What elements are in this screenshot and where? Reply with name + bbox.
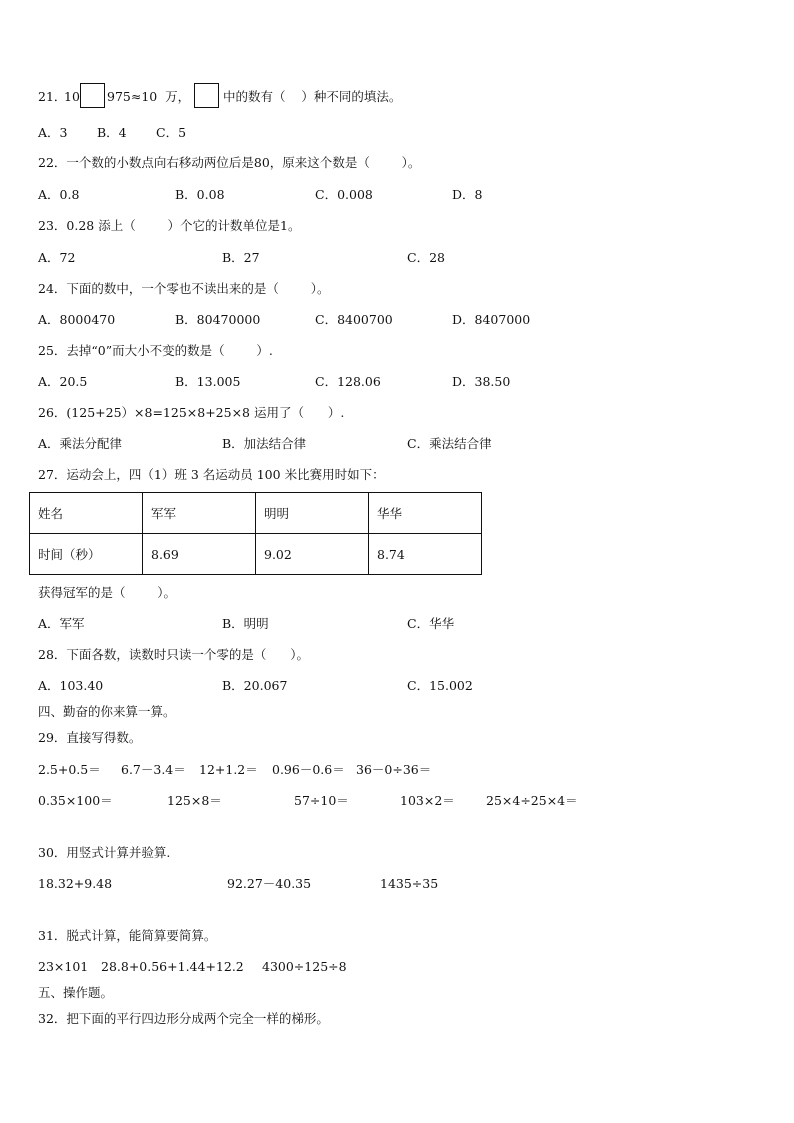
table-cell: 8.74 [369, 534, 482, 575]
q21-option-a[interactable]: A．3 [38, 125, 68, 140]
q24-option-b[interactable]: B．80470000 [175, 312, 261, 327]
q32-question: 32．把下面的平行四边形分成两个完全一样的梯形。 [38, 1011, 329, 1026]
q25-option-d[interactable]: D．38.50 [452, 374, 511, 389]
q24-option-a[interactable]: A．8000470 [38, 312, 116, 327]
q22-option-d[interactable]: D．8 [452, 187, 483, 202]
q21-number: 21． [38, 89, 67, 104]
q21-option-c[interactable]: C．5 [156, 125, 187, 140]
q22-option-c[interactable]: C．0.008 [315, 187, 373, 202]
q22-question: 22．一个数的小数点向右移动两位后是80，原来这个数是（ ）。 [38, 155, 421, 170]
q21-blank-box[interactable] [80, 83, 105, 108]
q30-question: 30．用竖式计算并验算. [38, 845, 171, 860]
q28-question: 28．下面各数，读数时只读一个零的是（ ）。 [38, 647, 309, 662]
q26-option-a[interactable]: A．乘法分配律 [38, 436, 123, 451]
q21-text-part3: 中的数有（ ）种不同的填法。 [223, 89, 402, 104]
table-cell: 8.69 [143, 534, 256, 575]
q21-text-part2: 975≈10 万， [107, 89, 191, 104]
q27-option-c[interactable]: C．华华 [407, 616, 455, 631]
table-header-cell: 华华 [369, 493, 482, 534]
q24-question: 24．下面的数中，一个零也不读出来的是（ ）。 [38, 281, 330, 296]
table-row [30, 534, 482, 575]
q23-question: 23．0.28 添上（ ）个它的计数单位是1。 [38, 218, 301, 233]
q23-option-c[interactable]: C．28 [407, 250, 445, 265]
q25-question: 25．去掉“0”而大小不变的数是（ ）. [38, 343, 273, 358]
section-5-heading: 五、操作题。 [38, 985, 114, 1000]
table-header-cell: 军军 [143, 493, 256, 534]
q29-item: 57÷10＝ [294, 793, 349, 808]
q27-question: 27．运动会上，四（1）班 3 名运动员 100 米比赛用时如下： [38, 467, 385, 482]
q29-item: 103×2＝ [400, 793, 455, 808]
q31-item: 4300÷125÷8 [262, 959, 347, 974]
q24-option-d[interactable]: D．8407000 [452, 312, 531, 327]
q29-item: 12+1.2＝ [199, 762, 258, 777]
table-header-cell: 明明 [256, 493, 369, 534]
table-cell: 时间（秒） [30, 534, 143, 575]
q26-option-b[interactable]: B．加法结合律 [222, 436, 307, 451]
q21-text-part1: 10 [64, 89, 80, 104]
q29-item: 36－0÷36＝ [356, 762, 432, 777]
q29-item: 25×4÷25×4＝ [486, 793, 578, 808]
section-4-heading: 四、勤奋的你来算一算。 [38, 704, 176, 719]
q21-blank-box-ref [194, 83, 219, 108]
table-header-cell: 姓名 [30, 493, 143, 534]
q31-item: 23×101 [38, 959, 89, 974]
q29-item: 6.7－3.4＝ [121, 762, 186, 777]
q30-item: 1435÷35 [380, 876, 439, 891]
q30-item: 18.32+9.48 [38, 876, 113, 891]
q31-item: 28.8+0.56+1.44+12.2 [101, 959, 244, 974]
race-times-table [29, 492, 482, 575]
q31-question: 31．脱式计算，能简算要简算。 [38, 928, 217, 943]
q29-item: 0.35×100＝ [38, 793, 113, 808]
q29-item: 125×8＝ [167, 793, 222, 808]
q21-option-b[interactable]: B．4 [97, 125, 127, 140]
table-cell: 9.02 [256, 534, 369, 575]
q25-option-b[interactable]: B．13.005 [175, 374, 241, 389]
q29-item: 0.96－0.6＝ [272, 762, 345, 777]
q27-option-a[interactable]: A．军军 [38, 616, 85, 631]
q23-option-a[interactable]: A．72 [38, 250, 76, 265]
q30-item: 92.27－40.35 [227, 876, 312, 891]
q22-option-a[interactable]: A．0.8 [38, 187, 80, 202]
q28-option-b[interactable]: B．20.067 [222, 678, 288, 693]
table-row [30, 493, 482, 534]
q26-question: 26．(125+25）×8=125×8+25×8 运用了（ ）. [38, 405, 345, 420]
q28-option-c[interactable]: C．15.002 [407, 678, 473, 693]
q29-item: 2.5+0.5＝ [38, 762, 101, 777]
q25-option-a[interactable]: A．20.5 [38, 374, 88, 389]
q26-option-c[interactable]: C．乘法结合律 [407, 436, 492, 451]
q25-option-c[interactable]: C．128.06 [315, 374, 381, 389]
q22-option-b[interactable]: B．0.08 [175, 187, 225, 202]
q28-option-a[interactable]: A．103.40 [38, 678, 104, 693]
q23-option-b[interactable]: B．27 [222, 250, 260, 265]
q27-option-b[interactable]: B．明明 [222, 616, 269, 631]
q27-followup: 获得冠军的是（ ）。 [38, 585, 177, 600]
q29-question: 29．直接写得数。 [38, 730, 142, 745]
q24-option-c[interactable]: C．8400700 [315, 312, 393, 327]
